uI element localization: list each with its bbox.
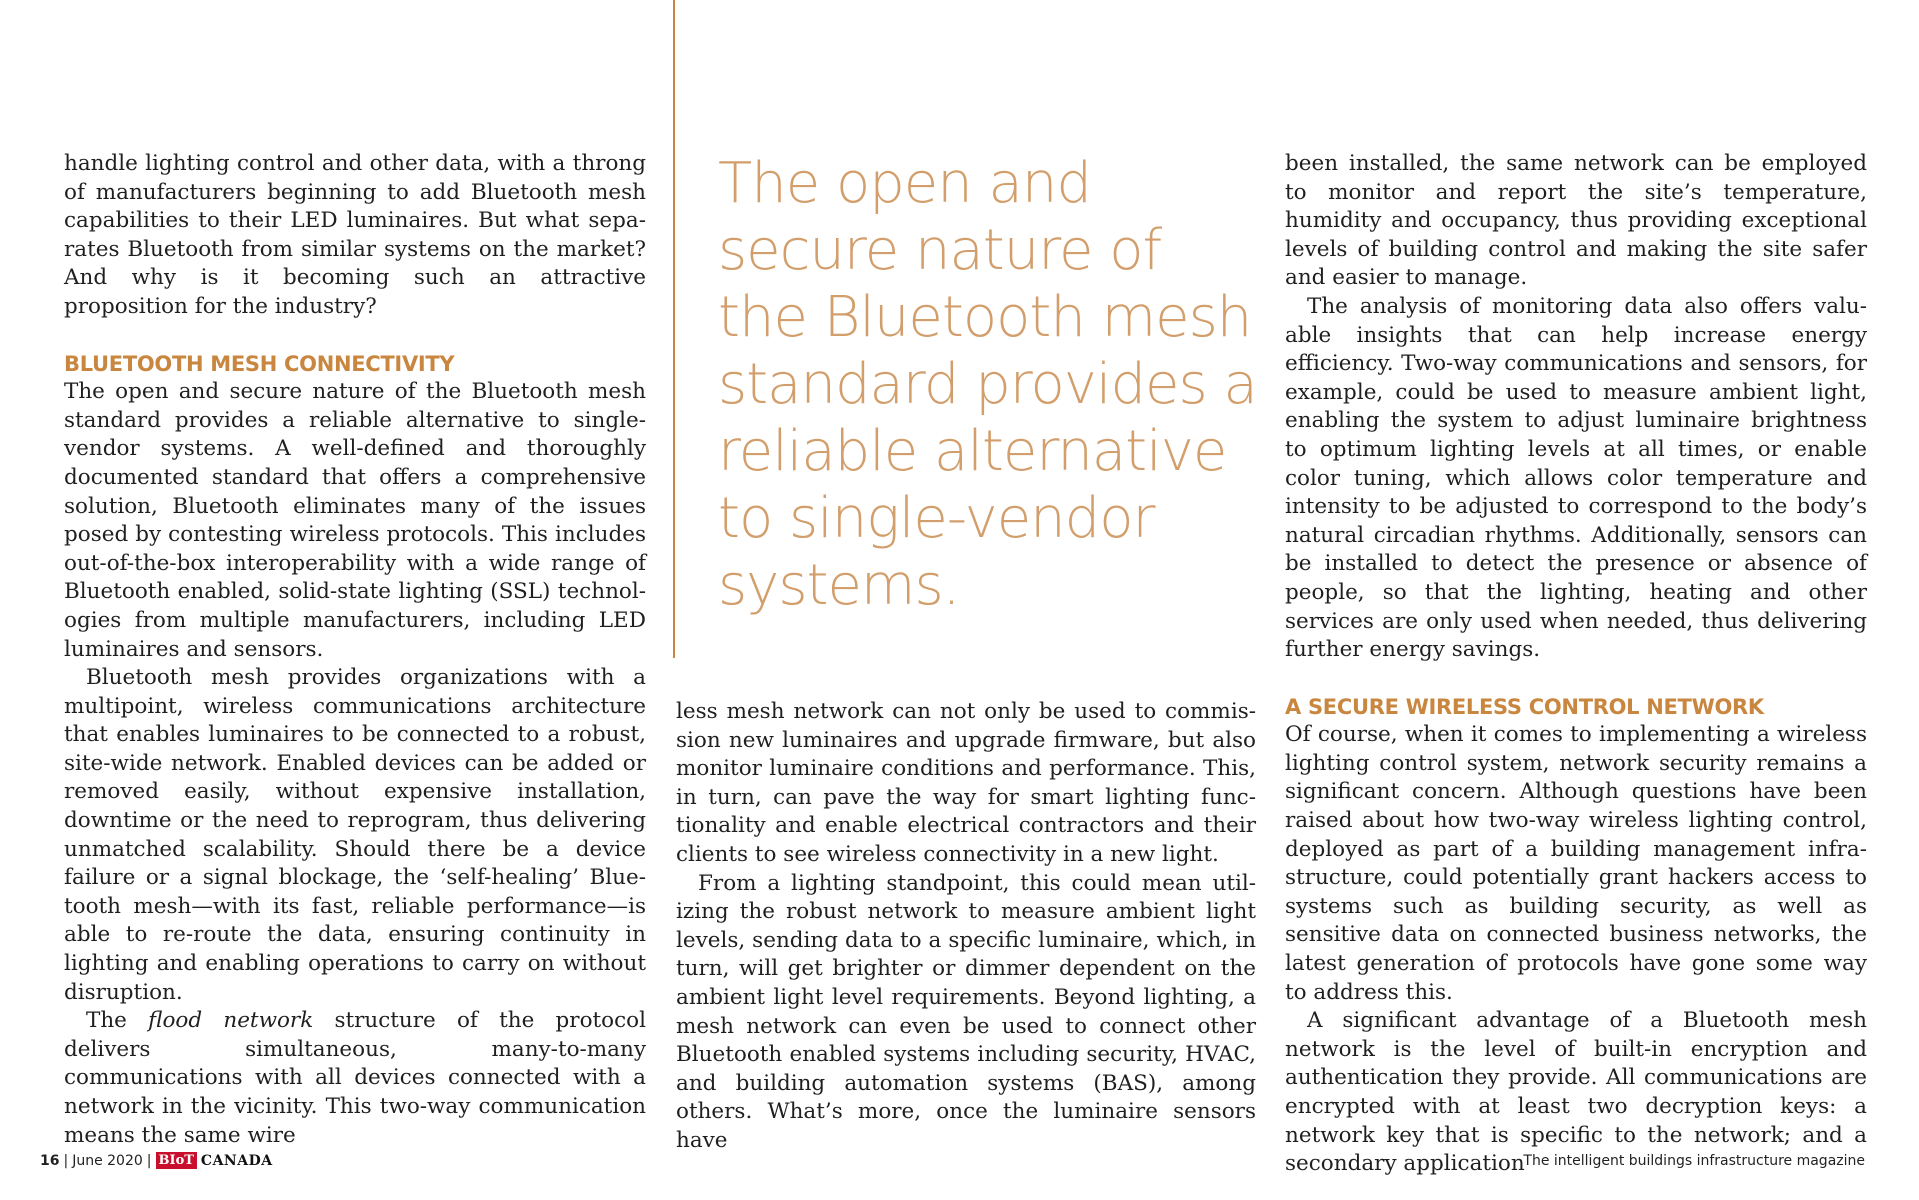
emphasis-text: flood network	[148, 1008, 314, 1034]
paragraph: Of course, when it comes to implementing a wireless lighting control system, network security remains a significant concern. Although questions have been raised about how two-way wireless lighting control, deployed as part of a building management infrastructure, could potentially grant hackers access to systems such as building security, as well as sensitive data on connected business networks, the latest generation of protocols have gone some way to address this.	[1285, 722, 1867, 1005]
magazine-logo-word: CANADA	[200, 1152, 273, 1169]
paragraph: been installed, the same network can be employed to monitor and report the site’s temperature, humidity and occupancy, thus providing exceptional levels of building control and making the site safer and easier to manage.	[1285, 151, 1867, 291]
article-column-1	[64, 150, 646, 1150]
separator: |	[63, 1152, 69, 1169]
magazine-tagline: The intelligent buildings infrastructure magazine	[1523, 1153, 1865, 1169]
pull-quote: The open and secure nature of the Bluetooth mesh standard provides a reliable alternative to single-vendor systems.	[718, 151, 1257, 618]
paragraph	[64, 1007, 646, 1150]
issue-date: June 2020	[72, 1152, 143, 1169]
paragraph: handle lighting control and other data, with a throng of manufacturers beginning to add Bluetooth mesh capabilities to their LED luminaires. But what separates Bluetooth from similar systems on the market? And why is it becoming such an attractive proposition for the industry?	[64, 151, 646, 319]
paragraph: From a lighting standpoint, this could mean utilizing the robust network to measure ambient light levels, sending data to a specific luminaire, which, in turn, will get brighter or dimmer dependent on the ambient light level requirements. Beyond lighting, a mesh network can even be used to connect other Bluetooth enabled systems including security, HVAC, and building automation systems (BAS), among others. What’s more, once the luminaire sensors have	[676, 870, 1256, 1153]
paragraph: Bluetooth mesh provides organizations with a multipoint, wireless communications architecture that enables luminaires to be connected to a robust, site-wide network. Enabled devices can be added or removed easily, without expensive installation, downtime or the need to reprogram, thus delivering unmatched scalability. Should there be a device failure or a signal blockage, the ‘self-healing’ Bluetooth mesh—with its fast, reliable performance—is able to re-route the data, ensuring continuity in lighting and enabling operations to carry on without disruption.	[64, 665, 646, 1005]
article-column-2	[676, 698, 1256, 1156]
paragraph: less mesh network can not only be used to commission new luminaires and upgrade firmware, but also monitor luminaire conditions and performance. This, in turn, can pave the way for smart lighting functionality and enable electrical contractors and their clients to see wireless connectivity in a new light.	[676, 699, 1256, 867]
text-run: structure of the protocol delivers simultaneous, many-to-many communications with all devices connected with a network in the vicinity. This two-way communication means the same wire	[64, 1008, 646, 1148]
paragraph: A significant advantage of a Bluetooth mesh network is the level of built-in encryption and authentication they provide. All communications are encrypted with at least two decryption keys: a network key that is specific to the network; and a secondary application	[1285, 1008, 1867, 1177]
text-run: The	[86, 1008, 149, 1034]
column-divider	[673, 0, 675, 658]
section-heading: BLUETOOTH MESH CONNECTIVITY	[64, 351, 455, 376]
article-column-3	[1285, 150, 1867, 1179]
section-heading: A SECURE WIRELESS CONTROL NETWORK	[1285, 694, 1764, 719]
magazine-logo-mark: BIoT	[156, 1152, 197, 1169]
page-number: 16	[40, 1152, 60, 1169]
paragraph: The open and secure nature of the Bluetooth mesh standard provides a reliable alternative to single-vendor systems. A well-defined and thoroughly documented standard that offers a comprehensive solution, Bluetooth eliminates many of the issues posed by contesting wireless protocols. This includes out-of-the-box interoperability with a wide range of Bluetooth enabled, solid-state lighting (SSL) technologies from multiple manufacturers, including LED luminaires and sensors.	[64, 379, 646, 662]
separator: |	[146, 1152, 152, 1169]
page-footer-left	[40, 1152, 273, 1169]
paragraph: The analysis of monitoring data also offers valuable insights that can help increase energy efficiency. Two-way communications and sensors, for example, could be used to measure ambient light, enabling the system to adjust luminaire brightness to optimum lighting levels at all times, or enable color tuning, which allows color temperature and intensity to be adjusted to correspond to the body’s natural circadian rhythms. Additionally, sensors can be installed to detect the presence or absence of people, so that the lighting, heating and other services are only used when needed, thus delivering further energy savings.	[1285, 293, 1867, 663]
